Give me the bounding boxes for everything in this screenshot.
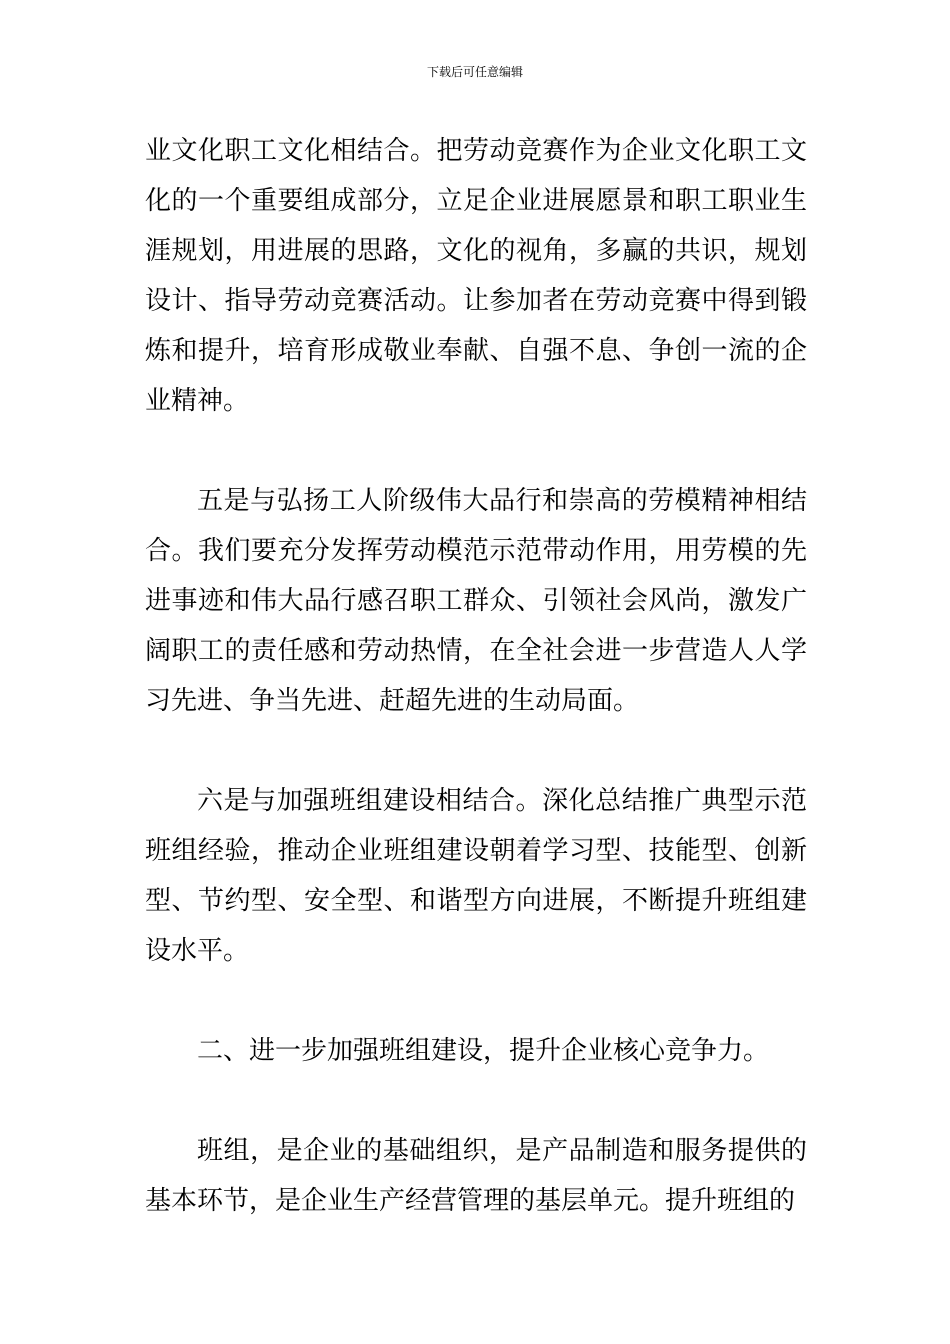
paragraph-team-intro: 班组，是企业的基础组织，是产品制造和服务提供的基本环节，是企业生产经营管理的基层单元。提升班组的 [145,1136,807,1216]
paragraph-point-five: 五是与弘扬工人阶级伟大品行和崇高的劳模精神相结合。我们要充分发挥劳动模范示范带动作用，用劳模的先进事迹和伟大品行感召职工群众、引领社会风尚，激发广阔职工的责任感和劳动热情，在全社会进一步营造人人学习先进、争当先进、赶超先进的生动局面。 [145,486,807,716]
paragraph-point-six: 六是与加强班组建设相结合。深化总结推广典型示范班组经验，推动企业班组建设朝着学习型、技能型、创新型、节约型、安全型、和谐型方向进展，不断提升班组建设水平。 [145,786,807,966]
paragraph-continuation: 业文化职工文化相结合。把劳动竞赛作为企业文化职工文化的一个重要组成部分，立足企业进展愿景和职工职业生涯规划，用进展的思路，文化的视角，多赢的共识，规划设计、指导劳动竞赛活动。让参加者在劳动竞赛中得到锻炼和提升，培育形成敬业奉献、自强不息、争创一流的企业精神。 [145,136,807,416]
section-heading-two: 二、进一步加强班组建设，提升企业核心竞争力。 [197,1036,770,1066]
page-header-note: 下载后可任意编辑 [426,65,523,79]
document-body [145,126,807,1226]
